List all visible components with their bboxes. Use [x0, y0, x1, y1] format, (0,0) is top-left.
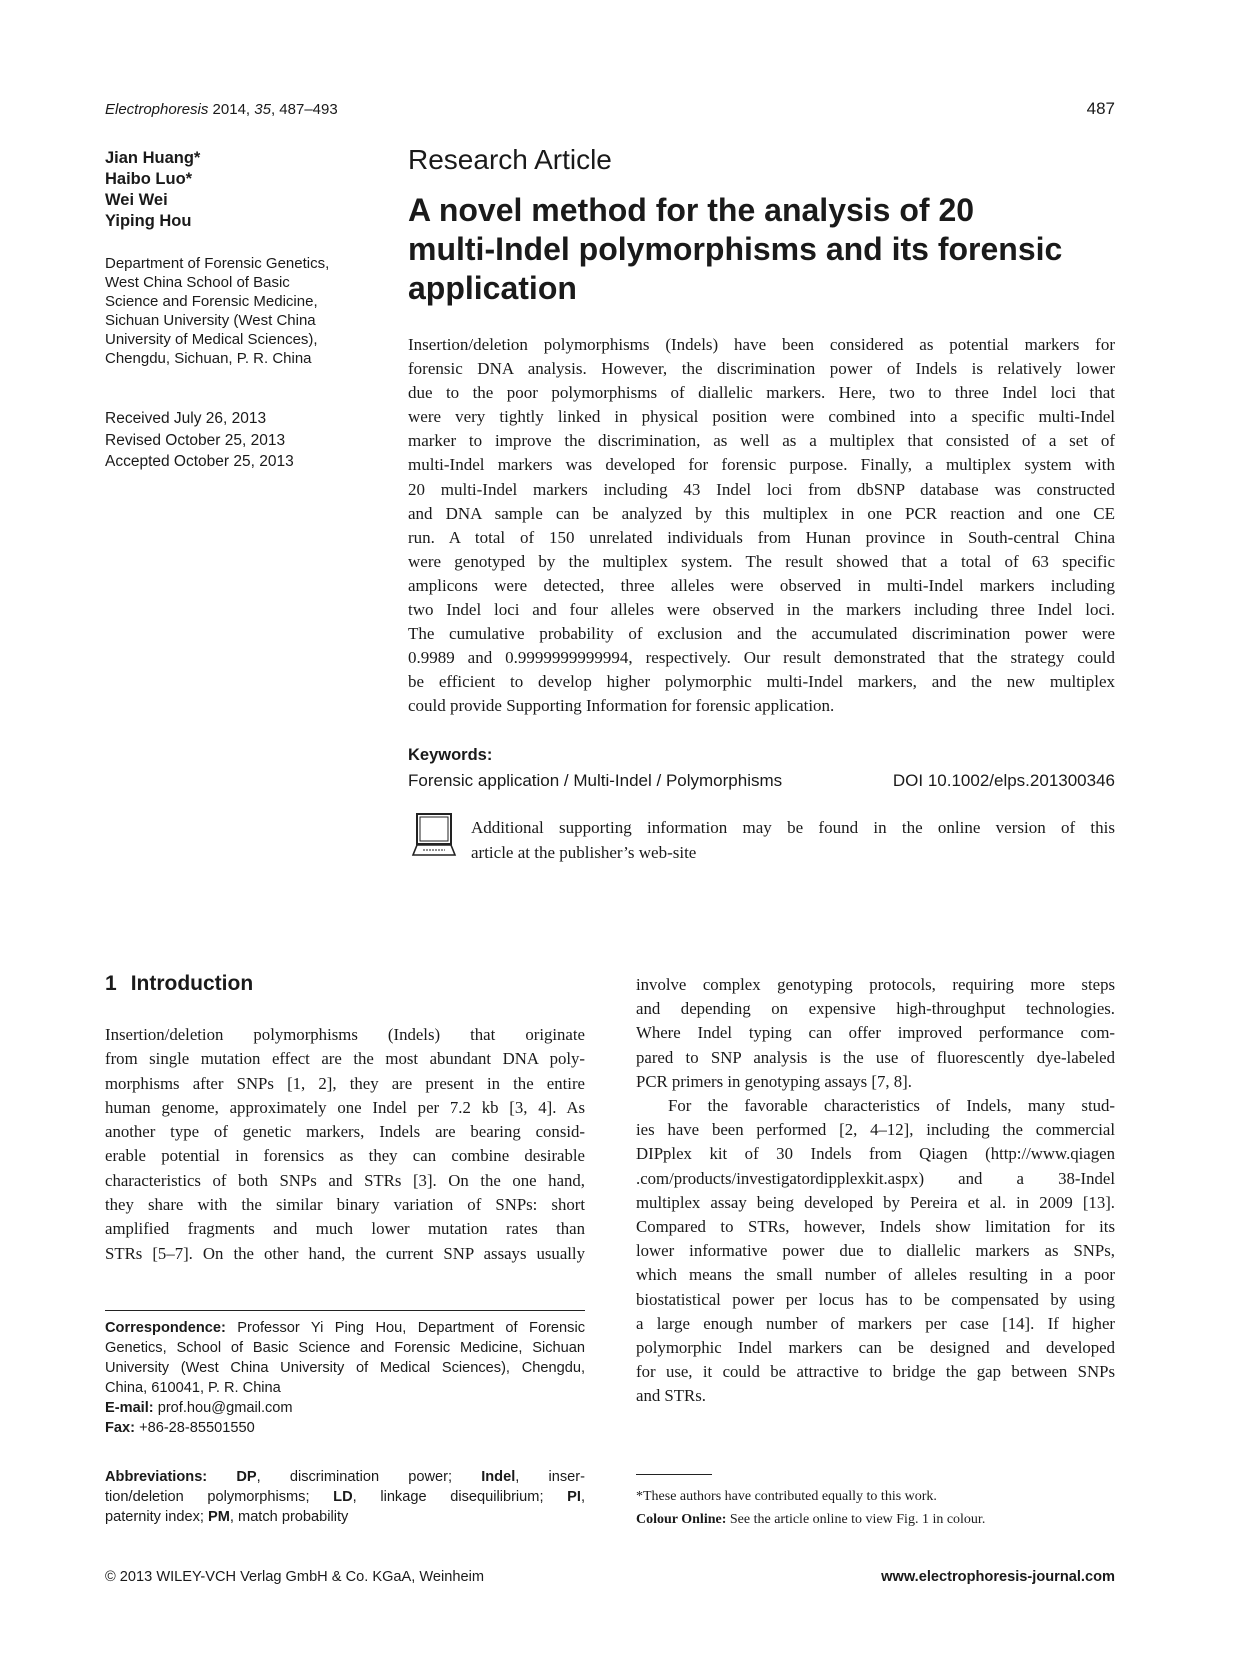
text-line: they share with the similar binary variation of SNPs: short [105, 1195, 585, 1215]
page-number: 487 [1086, 99, 1115, 118]
computer-icon [411, 812, 457, 863]
journal-website[interactable]: www.electrophoresis-journal.com [881, 1569, 1115, 1585]
article-type: Research Article [408, 144, 612, 175]
text-line: were genotyped by the multiplex system. The result showed that a total of 63 specific [408, 551, 1115, 571]
fax: +86-28-85501550 [135, 1420, 255, 1436]
supporting-info-line: article at the publisher’s web-site [471, 842, 697, 862]
doi[interactable]: DOI 10.1002/elps.201300346 [892, 771, 1115, 790]
text-line: multi-Indel markers was developed for forensic purpose. Finally, a multiplex system with [408, 455, 1115, 475]
intro-right-column [636, 973, 1115, 1409]
text-line: polymorphic Indel markers can be designed and developed [636, 1338, 1115, 1358]
accepted-date: Accepted October 25, 2013 [105, 453, 294, 470]
text-line: marker to improve the discrimination, as well as a multiplex that consisted of a set of [408, 431, 1115, 451]
email-label: E-mail: [105, 1400, 154, 1416]
affiliation-line: Chengdu, Sichuan, P. R. China [105, 350, 312, 367]
text-line: PCR primers in genotyping assays [7, 8]. [636, 1071, 912, 1091]
abbr-def: , inser- [515, 1469, 585, 1485]
footnote-equal-contribution: *These authors have contributed equally to this work. [636, 1489, 937, 1504]
text-line: characteristics of both SNPs and STRs [3]. On the one hand, [105, 1170, 585, 1190]
footnote-rule [636, 1474, 712, 1475]
abbreviations-label: Abbreviations: [105, 1469, 208, 1485]
abbr-term: PI [567, 1489, 581, 1505]
affiliation-line: Science and Forensic Medicine, [105, 293, 318, 310]
text-line: .com/products/investigatordipplexkit.aspx) and a 38-Indel [636, 1168, 1115, 1188]
text-line: another type of genetic markers, Indels are bearing consid- [105, 1122, 585, 1142]
abbr-def: tion/deletion polymorphisms; [105, 1489, 334, 1505]
text-line: two Indel loci and four alleles were observed in the markers including three Indel loci. [408, 600, 1115, 620]
section-number: 1 [105, 972, 117, 995]
text-line: erable potential in forensics as they can combine desirable [105, 1146, 585, 1166]
text-line: lower informative power due to diallelic markers as SNPs, [636, 1241, 1115, 1261]
text-line: for use, it could be attractive to bridge the gap between SNPs [636, 1362, 1115, 1382]
title-line: multi-Indel polymorphisms and its forensic [408, 231, 1063, 267]
text-line: and depending on expensive high-throughput technologies. [636, 999, 1115, 1019]
text-line: Where Indel typing can offer improved performance com- [636, 1023, 1115, 1043]
text-line: DIPplex kit of 30 Indels from Qiagen (http://www.qiagen [636, 1144, 1115, 1164]
text-line: Insertion/deletion polymorphisms (Indels) have been considered as potential markers for [408, 335, 1115, 354]
title-line: A novel method for the analysis of 20 [408, 192, 975, 228]
abbr-def: paternity index; [105, 1509, 209, 1525]
text-line: were very tightly linked in physical position were combined into a specific multi-Indel [408, 407, 1115, 427]
supporting-info [471, 816, 1115, 865]
supporting-info-line: Additional supporting information may be found in the online version of this [471, 818, 1115, 837]
footnotes [636, 1485, 985, 1531]
abbr-term: DP [236, 1469, 257, 1485]
correspondence [105, 1318, 585, 1438]
correspondence-rule [105, 1310, 585, 1311]
text-line: STRs [5–7]. On the other hand, the current SNP assays usually [105, 1243, 585, 1263]
received-date: Received July 26, 2013 [105, 410, 267, 427]
article-dates [105, 408, 294, 473]
colour-online-text: See the article online to view Fig. 1 in colour. [726, 1512, 986, 1527]
text-line: amplicons were detected, three alleles were observed in multi-Indel markers including [408, 575, 1115, 595]
abbr-term: LD [333, 1489, 353, 1505]
abbreviations [105, 1467, 585, 1527]
text-line: human genome, approximately one Indel per 7.2 kb [3, 4]. As [105, 1097, 585, 1117]
volume: 35 [254, 101, 271, 118]
text-line: involve complex genotyping protocols, requiring more steps [636, 975, 1115, 994]
text-line: Compared to STRs, however, Indels show limitation for its [636, 1217, 1115, 1237]
text-line: could provide Supporting Information for forensic application. [408, 696, 835, 716]
copyright: © 2013 WILEY-VCH Verlag GmbH & Co. KGaA, Weinheim [105, 1569, 484, 1585]
text-line: and DNA sample can be analyzed by this multiplex in one PCR reaction and one CE [408, 503, 1115, 523]
abstract [408, 333, 1115, 719]
email[interactable]: prof.hou@gmail.com [153, 1400, 293, 1416]
text-line: amplified fragments and much lower mutation rates than [105, 1219, 585, 1239]
abbr-def: , [580, 1489, 585, 1505]
text-line: The cumulative probability of exclusion and the accumulated discrimination power were [408, 624, 1115, 644]
text-line: forensic DNA analysis. However, the discrimination power of Indels is relatively lower [408, 359, 1115, 379]
affiliation-line: Sichuan University (West China [105, 312, 316, 329]
correspondence-text: China, 610041, P. R. China [105, 1380, 281, 1396]
abbr-term: Indel [481, 1469, 516, 1485]
title-line: application [408, 270, 577, 306]
keywords-line [408, 771, 1115, 791]
abbr-def: , linkage disequilibrium; [352, 1489, 568, 1505]
keywords: Forensic application / Multi-Indel / Polymorphisms [408, 771, 783, 790]
author: Yiping Hou [105, 212, 192, 230]
pages: , 487–493 [270, 101, 338, 118]
text-line: due to the poor polymorphisms of diallelic markers. Here, two to three Indel loci that [408, 383, 1115, 403]
text-line: ies have been performed [2, 4–12], including the commercial [636, 1120, 1115, 1140]
text-line: 0.9989 and 0.9999999999994, respectively. Our result demonstrated that the strategy could [408, 648, 1115, 668]
intro-left-column [105, 1023, 585, 1266]
affiliation-line: West China School of Basic [105, 274, 290, 291]
text-line: biostatistical power per locus has to be compensated by using [636, 1289, 1115, 1309]
text-line: morphisms after SNPs [1, 2], they are present in the entire [105, 1073, 585, 1093]
author: Wei Wei [105, 191, 168, 209]
text-line: multiplex assay being developed by Pereira et al. in 2009 [13]. [636, 1192, 1115, 1212]
article-title [408, 191, 1062, 308]
correspondence-text: Professor Yi Ping Hou, Department of Forensic [225, 1320, 585, 1336]
text-line: 20 multi-Indel markers including 43 Indel loci from dbSNP database was constructed [408, 479, 1115, 499]
affiliation-line: University of Medical Sciences), [105, 331, 318, 348]
text-line: Insertion/deletion polymorphisms (Indels) that originate [105, 1025, 585, 1044]
text-line: For the favorable characteristics of Indels, many stud- [668, 1096, 1115, 1116]
text-line: pared to SNP analysis is the use of fluorescently dye-labeled [636, 1047, 1115, 1067]
colour-online-label: Colour Online: [636, 1512, 727, 1527]
revised-date: Revised October 25, 2013 [105, 431, 286, 449]
text-line: and STRs. [636, 1386, 706, 1406]
author: Jian Huang* [105, 149, 201, 167]
text-line: which means the small number of alleles resulting in a poor [636, 1265, 1115, 1285]
abbr-def: , match probability [229, 1509, 349, 1525]
author-list [105, 148, 200, 232]
affiliation-line: Department of Forensic Genetics, [105, 255, 330, 272]
affiliation [105, 254, 329, 368]
keywords-label: Keywords: [408, 746, 493, 764]
fax-label: Fax: [105, 1420, 136, 1436]
correspondence-label: Correspondence: [105, 1320, 226, 1336]
abbr-term: PM [208, 1509, 230, 1525]
journal-name: Electrophoresis [105, 101, 209, 118]
running-header [105, 101, 338, 118]
text-line: from single mutation effect are the most abundant DNA poly- [105, 1049, 585, 1069]
text-line: be efficient to develop higher polymorphic multi-Indel markers, and the new multiplex [408, 672, 1115, 692]
text-line: run. A total of 150 unrelated individuals from Hunan province in South-central China [408, 527, 1115, 547]
abbr-def: , discrimination power; [256, 1469, 482, 1485]
author: Haibo Luo* [105, 170, 193, 188]
section-title: Introduction [130, 972, 254, 995]
text-line: a large enough number of markers per case [14]. If higher [636, 1313, 1115, 1333]
section-heading [105, 972, 253, 996]
year: 2014, [208, 101, 255, 118]
correspondence-text: University (West China University of Medical Sciences), Chengdu, [105, 1360, 585, 1376]
correspondence-text: Genetics, School of Basic Science and Forensic Medicine, Sichuan [105, 1340, 585, 1356]
